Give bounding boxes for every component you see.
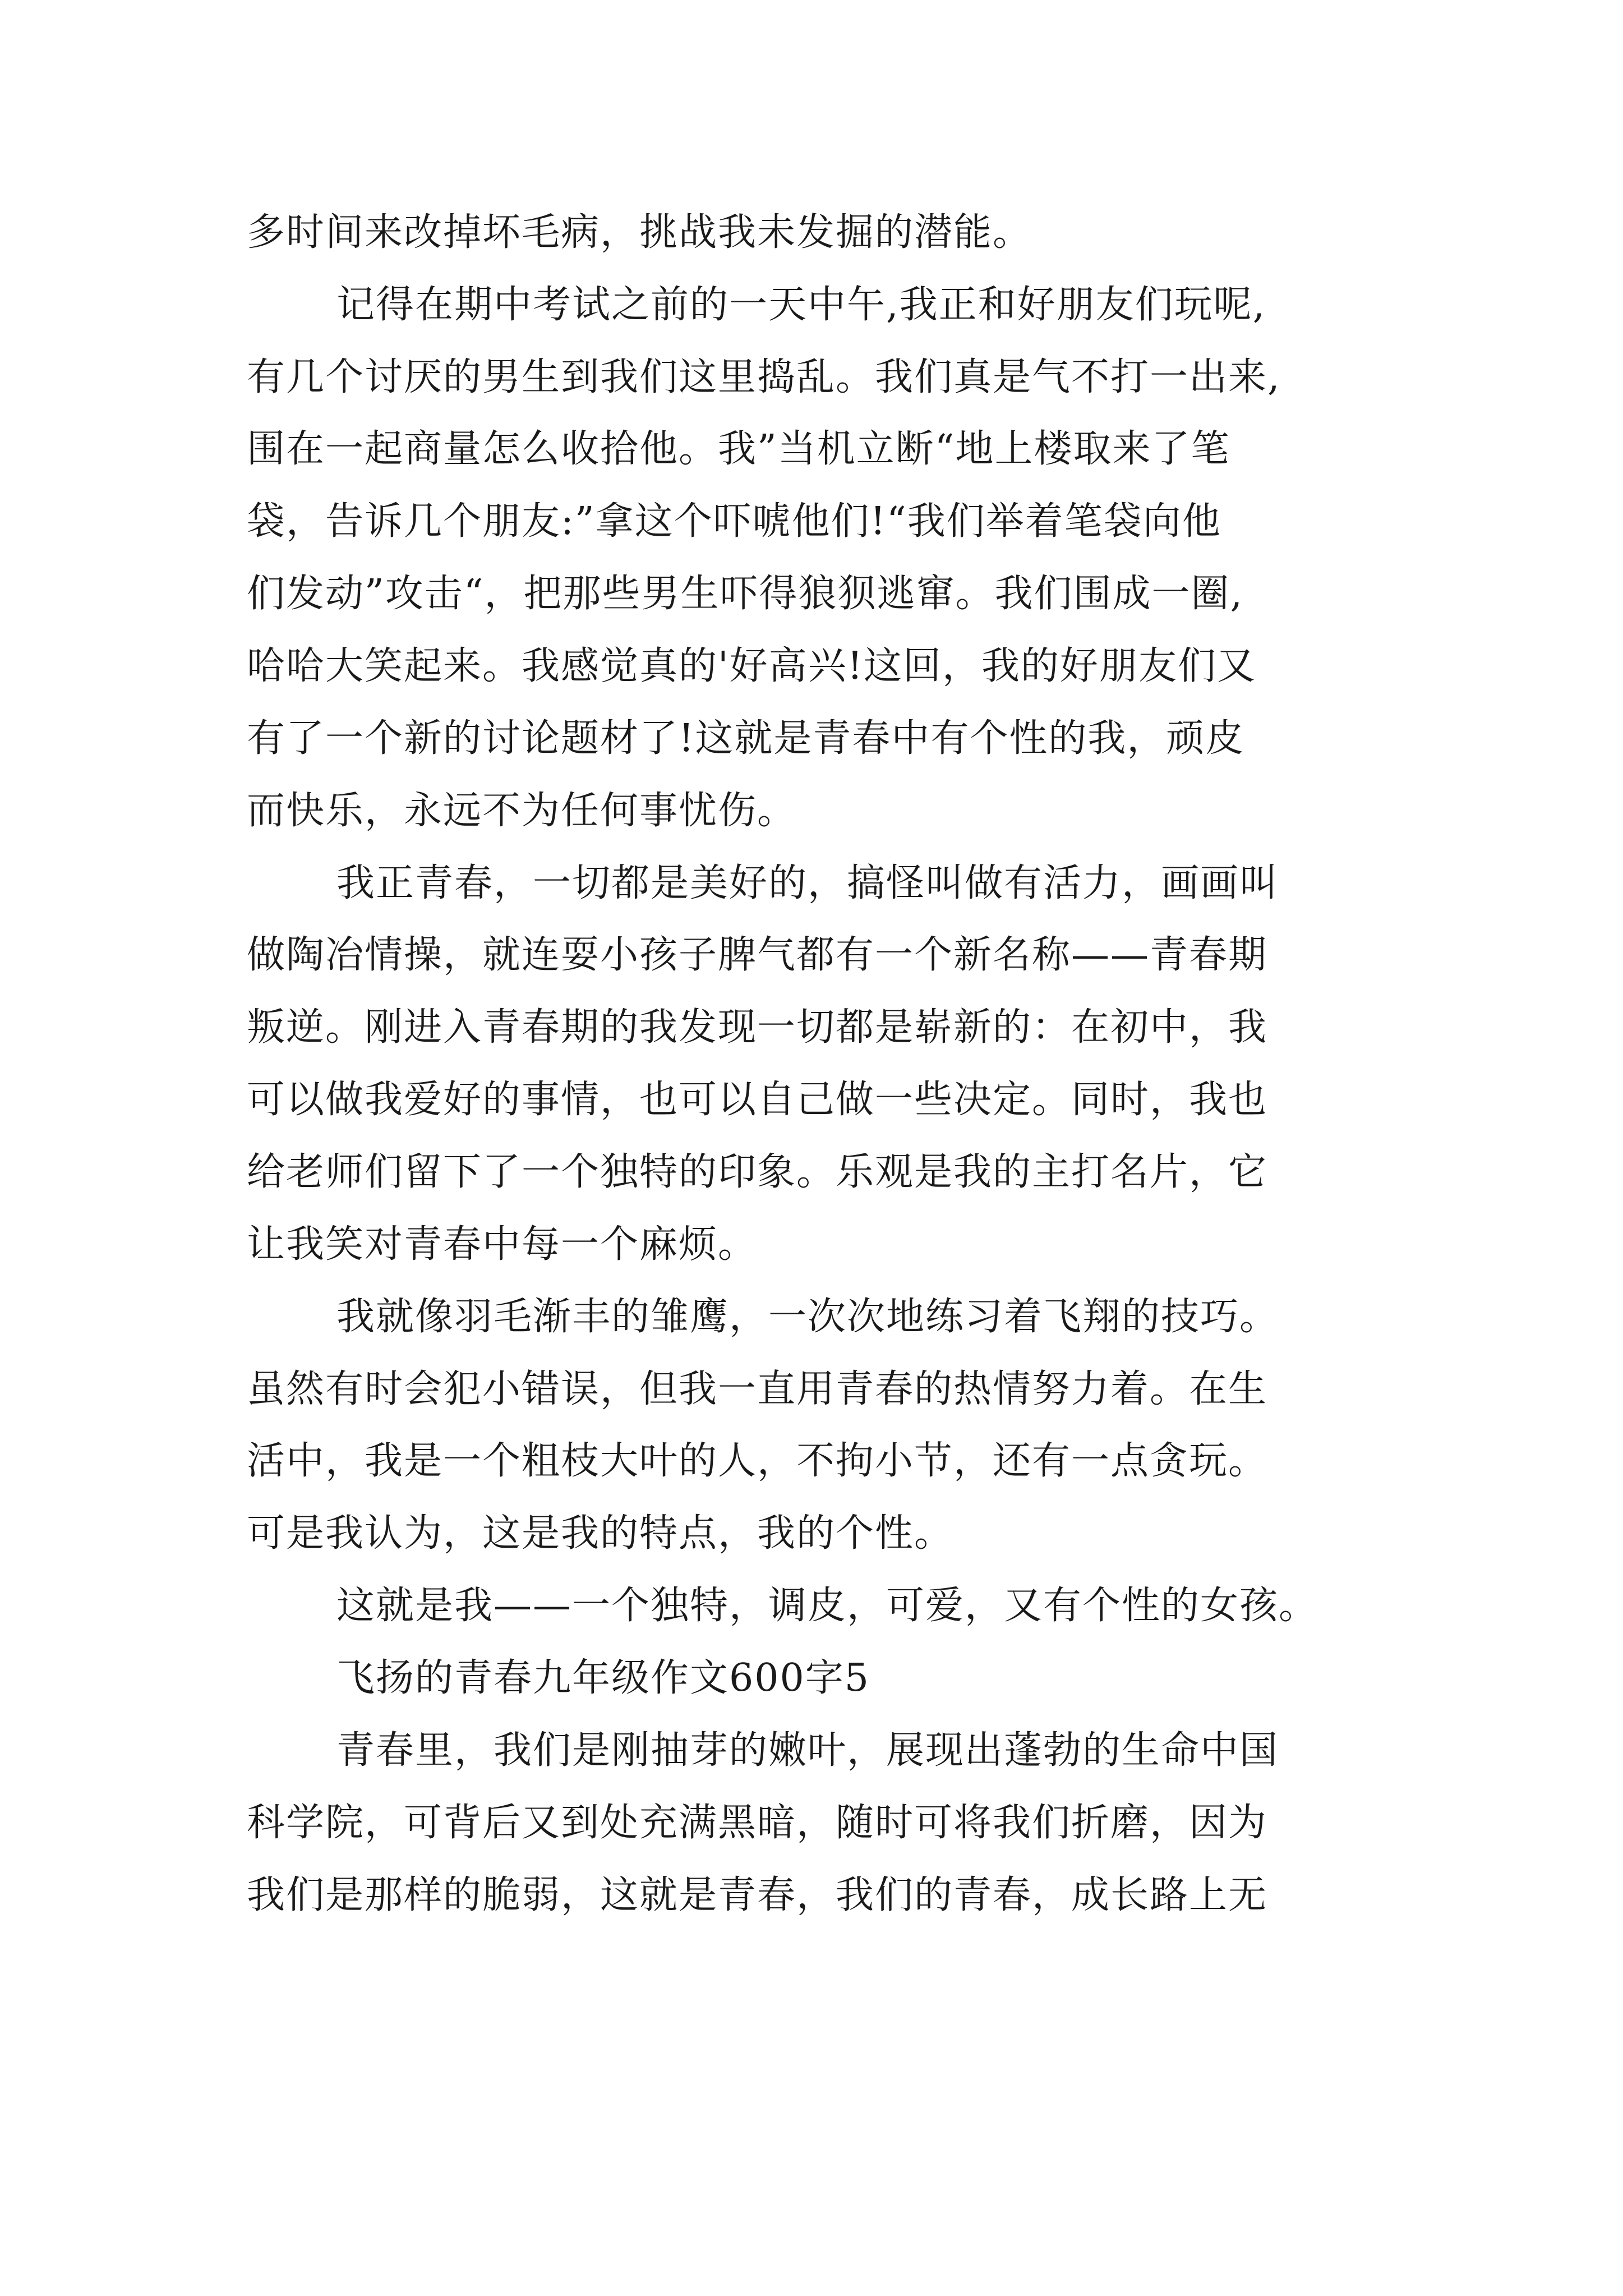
text-line: 围在一起商量怎么收拾他。我”当机立断“地上楼取来了笔 xyxy=(247,427,1230,471)
text-line: 让我笑对青春中每一个麻烦。 xyxy=(247,1222,758,1267)
text-line: 叛逆。刚进入青春期的我发现一切都是崭新的：在初中，我 xyxy=(247,1005,1268,1050)
text-line: 们发动”攻击“，把那些男生吓得狼狈逃窜。我们围成一圈, xyxy=(247,572,1244,616)
text-line: 袋，告诉几个朋友:”拿这个吓唬他们!“我们举着笔袋向他 xyxy=(247,499,1221,544)
paragraph-start: 记得在期中考试之前的一天中午,我正和好朋友们玩呢, xyxy=(336,283,1266,327)
paragraph-start: 我正青春，一切都是美好的，搞怪叫做有活力，画画叫 xyxy=(336,861,1279,905)
text-line: 科学院，可背后又到处充满黑暗，随时可将我们折磨，因为 xyxy=(247,1801,1268,1845)
text-line: 给老师们留下了一个独特的印象。乐观是我的主打名片，它 xyxy=(247,1150,1268,1194)
text-line: 虽然有时会犯小错误，但我一直用青春的热情努力着。在生 xyxy=(247,1367,1268,1411)
text-line: 可是我认为，这是我的特点，我的个性。 xyxy=(247,1511,954,1556)
paragraph-start: 青春里，我们是刚抽芽的嫩叶，展现出蓬勃的生命中国 xyxy=(336,1728,1279,1773)
text-line: 而快乐，永远不为任何事忧伤。 xyxy=(247,789,797,833)
text-line: 哈哈大笑起来。我感觉真的'好高兴!这回，我的好朋友们又 xyxy=(247,644,1257,688)
text-line: 可以做我爱好的事情，也可以自己做一些决定。同时，我也 xyxy=(247,1078,1268,1122)
section-heading: 飞扬的青春九年级作文600字5 xyxy=(336,1656,870,1700)
text-line: 有了一个新的讨论题材了!这就是青春中有个性的我，顽皮 xyxy=(247,716,1245,761)
text-line: 活中，我是一个粗枝大叶的人，不拘小节，还有一点贪玩。 xyxy=(247,1439,1268,1483)
text-line: 有几个讨厌的男生到我们这里捣乱。我们真是气不打一出来, xyxy=(247,355,1281,399)
paragraph-start: 这就是我——一个独特，调皮，可爱，又有个性的女孩。 xyxy=(336,1584,1318,1628)
text-line: 多时间来改掉坏毛病，挑战我未发掘的潜能。 xyxy=(247,210,1032,255)
text-line: 我们是那样的脆弱，这就是青春，我们的青春，成长路上无 xyxy=(247,1873,1268,1917)
text-line: 做陶冶情操，就连耍小孩子脾气都有一个新名称——青春期 xyxy=(247,933,1268,977)
paragraph-start: 我就像羽毛渐丰的雏鹰，一次次地练习着飞翔的技巧。 xyxy=(336,1295,1279,1339)
